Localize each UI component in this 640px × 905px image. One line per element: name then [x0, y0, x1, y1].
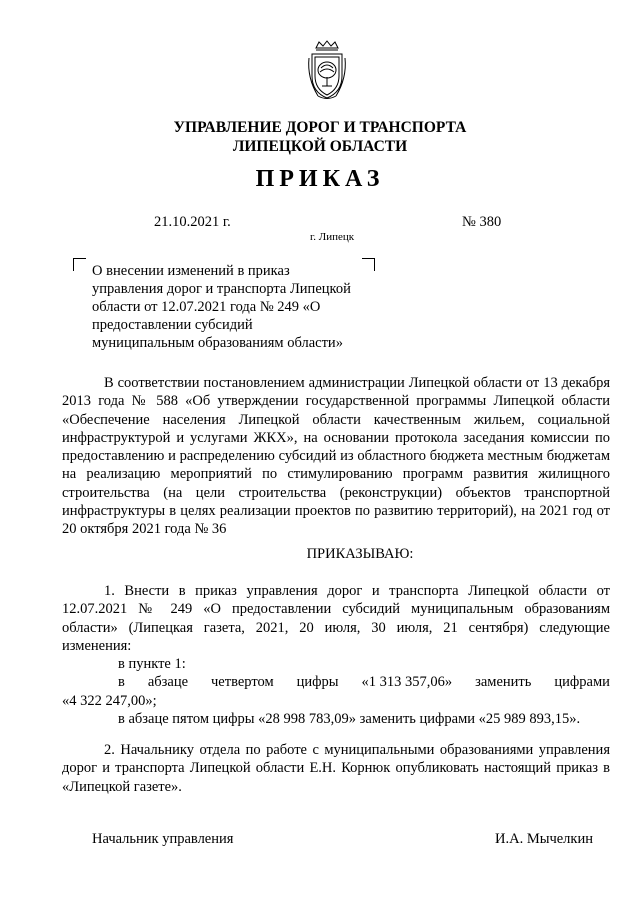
coat-of-arms-icon: [306, 40, 348, 102]
order-item-2: [62, 741, 610, 796]
org-line-1: УПРАВЛЕНИЕ ДОРОГ И ТРАНСПОРТА: [173, 119, 467, 136]
change-a-word: заменить: [475, 674, 532, 691]
order-item-1: [62, 582, 610, 728]
item-1-text: 1. Внести в приказ управления дорог и транспорта Липецкой области от 12.07.2021 № 249 «О предоставлении субсидий муниципальным образованиям области» (Липецкая газета, 2021, 20 июля, 30 июля, 21 сентября) следующие изменения:: [62, 583, 610, 654]
subject-bracket-left: [73, 258, 86, 271]
change-a-word: абзаце: [147, 674, 189, 691]
item-1-point: в пункте 1:: [118, 656, 186, 673]
item-1-change-b: в абзаце пятом цифры «28 998 783,09» заменить цифрами «25 989 893,15».: [118, 711, 581, 728]
subject-line: области от 12.07.2021 года № 249 «О: [92, 299, 321, 315]
change-a-word: четвертом: [211, 674, 274, 691]
document-subject: [92, 262, 377, 352]
org-line-2: ЛИПЕЦКОЙ ОБЛАСТИ: [232, 138, 408, 155]
subject-line: управления дорог и транспорта Липецкой: [92, 281, 351, 297]
document-city: г. Липецк: [310, 231, 355, 243]
change-a-word: «1 313 357,06»: [361, 674, 453, 691]
signature-name: И.А. Мычелкин: [495, 831, 593, 847]
document-number: № 380: [462, 214, 502, 230]
change-a-word: в: [118, 674, 125, 691]
item-2-text: 2. Начальнику отдела по работе с муниципальными образованиями управления дорог и транспорта Липецкой области Е.Н. Корнюк опубликовать настоящий приказ в «Липецкой газете».: [62, 742, 610, 795]
preamble: [62, 374, 610, 539]
change-a-word: цифрами: [554, 674, 610, 691]
signature-position: Начальник управления: [92, 831, 234, 847]
subject-line: предоставлении субсидий: [92, 317, 253, 333]
item-1-change-a-end: «4 322 247,00»;: [62, 692, 157, 709]
order-word: ПРИКАЗЫВАЮ:: [306, 546, 414, 562]
preamble-text: В соответствии постановлением администрации Липецкой области от 13 декабря 2013 года № 588 «Об утверждении государственной программы Липецкой области «Обеспечение населения Липецкой области качественным жильем, социальной инфраструктурой и услугами ЖКХ», на основании протокола заседания комиссии по предоставлению и распределению субсидий из областного бюджета местным бюджетам на реализацию мероприятий по стимулированию программ развития жилищного строительства (на цели строительства (реконструкции) объектов транспортной инфраструктуры в целях реализации проектов по развитию территорий), на 2021 год от 20 октября 2021 года № 36: [62, 375, 610, 538]
subject-line: муниципальным образованиям области»: [92, 335, 343, 351]
change-a-word: цифры: [296, 674, 339, 691]
item-1-change-a: [62, 673, 610, 691]
document-date: 21.10.2021 г.: [154, 214, 231, 230]
organization-name: [0, 118, 640, 156]
document-type-title: ПРИКАЗ: [255, 166, 385, 192]
subject-line: О внесении изменений в приказ: [92, 263, 290, 279]
